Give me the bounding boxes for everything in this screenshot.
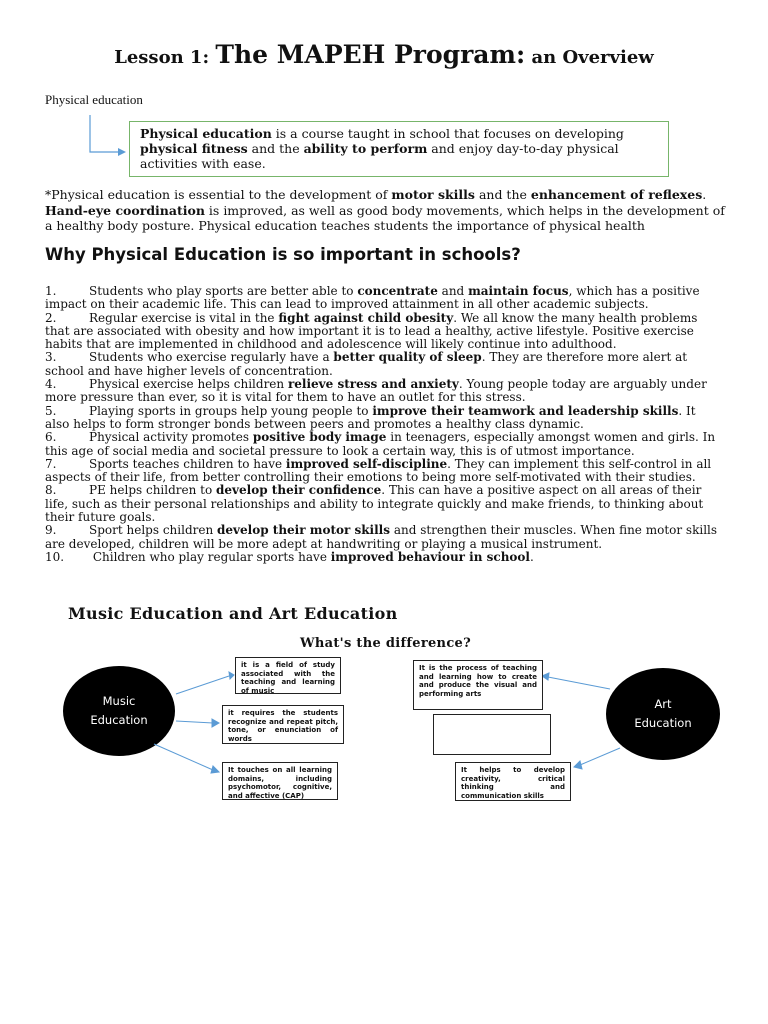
note-text-2: and the [474,187,531,202]
list-number: 7. [45,456,57,471]
list-text: . Young people today are arguably under more pressure than ever, so it is vital for them to have an outlet for this stress. [45,377,707,405]
list-text: . We all know the many health problems that are associated with obesity and how important it is to lead a healthy, active lifestyle. Positive exercise habits that are implemented in childhood and adolescence will likely continue into adulthood. [45,310,698,352]
art-box-3: It helps to develop creativity, critical thinking and communication skills [455,762,571,801]
list-text: PE helps children to [89,483,217,498]
list-text: Children who play regular sports have [89,549,331,564]
music-art-heading: Music Education and Art Education [68,604,398,623]
section-heading: Why Physical Education is so important in schools? [45,245,521,264]
def-bold-1: Physical education [140,126,272,141]
art-box-1: It is the process of teaching and learning how to create and produce the visual and performing arts [413,660,543,710]
note-bold-3: Hand-eye coordination [45,202,205,218]
list-text: Physical exercise helps children [89,377,288,392]
music-box-3: It touches on all learning domains, including psychomotor, cognitive, and affective (CAP) [222,762,338,800]
list-bold: concentrate [357,284,438,298]
music-ellipse-label [70,692,168,730]
note-bold-1: motor skills [391,187,475,202]
list-text: and strengthen their muscles. When fine motor skills are developed, children will be more adept at handwriting or playing a musical instrument. [45,523,718,551]
art-label-line2: Education [634,716,692,730]
list-number: 5. [45,403,57,418]
list-bold: improved behaviour in school [330,549,530,564]
list-text: Students who play sports are better able to [89,284,358,298]
list-bold: improved self-discipline [285,456,448,471]
list-bold: develop their confidence [216,483,382,498]
list-text: . [529,549,534,564]
music-label-line2: Education [90,713,148,727]
list-number: 10. [45,549,65,564]
note-text-4: is improved, as well as good body movements, which helps in the development of a healthy body posture. Physical education teaches students the importance of physical health [45,202,725,233]
list-number: 9. [45,523,57,538]
note-text-1: *Physical education is essential to the development of [45,187,392,202]
list-text: , which has a positive impact on their academic life. This can lead to improved attainment in all other academic subjects. [45,284,700,312]
def-bold-3: ability to perform [303,141,428,156]
list-number: 8. [45,483,57,498]
list-bold: develop their motor skills [217,523,390,538]
list-text: in teenagers, especially amongst women and girls. In this age of social media and societal pressure to look a certain way, this is of utmost importance. [45,430,716,458]
list-text: . They can implement this self-control in all aspects of their life, from better controlling their emotions to being more self-motivated with their studies. [45,456,712,485]
list-text: . They are therefore more alert at school and have higher levels of concentration. [45,350,688,378]
title-part1: Lesson 1: [114,47,216,68]
difference-heading: What's the difference? [300,636,472,651]
list-bold: improve their teamwork and leadership skills [372,403,679,418]
list-text: and [437,284,469,298]
list-bold: positive body image [252,430,387,445]
list-text: . It also helps to form stronger bonds between peers and promotes a healthy class dynamic. [45,403,696,431]
list-bold: relieve stress and anxiety [287,377,459,392]
title-part3: an Overview [525,47,654,68]
note-text-3: . [702,187,707,202]
music-box-1: it is a field of study associated with the teaching and learning of music [235,657,341,694]
list-text: Playing sports in groups help young people to [89,403,373,418]
list-number: 6. [45,430,57,445]
list-number: 1. [45,284,57,298]
art-label-line1: Art [654,697,672,711]
def-text-3: and enjoy day-to-day physical activities with ease. [140,141,619,171]
list-number: 3. [45,350,57,365]
list-number: 2. [45,310,57,325]
list-bold: fight against child obesity [278,310,454,325]
music-label-line1: Music [102,694,136,708]
def-bold-2: physical fitness [140,141,248,156]
art-ellipse-label [614,695,712,733]
title-part2: The MAPEH Program: [215,40,526,69]
list-number: 4. [45,377,57,392]
list-text: Students who exercise regularly have a [89,350,334,365]
list-text: . This can have a positive aspect on all areas of their life, such as their personal relationships and ability to integrate quickly and make friends, to thinking about their future goals. [45,483,704,525]
list-bold: maintain focus [468,284,569,298]
def-text-1: is a course taught in school that focuses on developing [271,126,624,141]
def-text-2: and the [247,141,304,156]
list-bold: better quality of sleep [333,350,482,365]
list-text: Sports teaches children to have [89,456,286,471]
pe-section-label: Physical education [45,92,143,107]
list-text: Physical activity promotes [89,430,253,445]
music-box-2: it requires the students recognize and repeat pitch, tone, or enunciation of words [222,705,344,744]
list-text: Regular exercise is vital in the [89,310,279,325]
list-text: Sport helps children [89,523,218,538]
note-bold-2: enhancement of reflexes [530,187,703,202]
art-box-2-empty [433,714,551,755]
